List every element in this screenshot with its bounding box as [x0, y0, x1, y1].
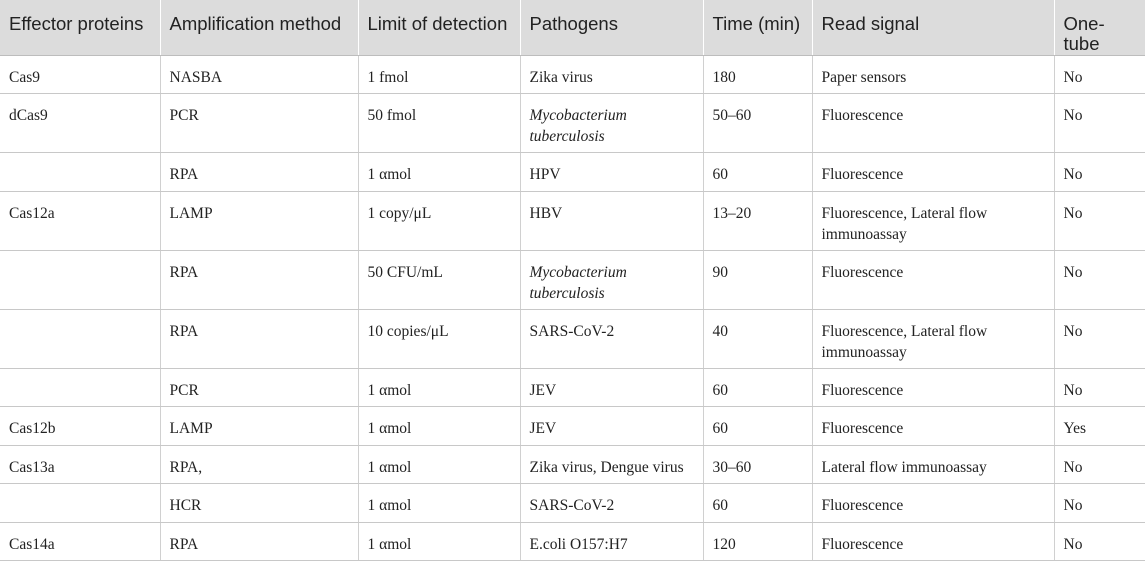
cell-method: RPA,: [160, 445, 358, 484]
header-one-tube: One-tube: [1054, 0, 1145, 55]
cell-one-tube: No: [1054, 250, 1145, 309]
cell-pathogen: E.coli O157:H7: [520, 522, 703, 561]
cell-method: RPA: [160, 250, 358, 309]
table-row: [0, 250, 1145, 309]
cell-pathogen: SARS-CoV-2: [520, 309, 703, 368]
cell-effector: dCas9: [0, 94, 160, 153]
cell-method: LAMP: [160, 191, 358, 250]
cell-effector: Cas9: [0, 55, 160, 94]
cell-signal: Fluorescence: [812, 522, 1054, 561]
cell-pathogen: Zika virus: [520, 55, 703, 94]
header-read-signal: Read signal: [812, 0, 1054, 55]
cell-method: RPA: [160, 309, 358, 368]
cell-effector: Cas12a: [0, 191, 160, 250]
cell-effector: [0, 153, 160, 192]
table-row: [0, 153, 1145, 192]
cell-time: 180: [703, 55, 812, 94]
cell-signal: Fluorescence, Lateral flow immunoassay: [812, 191, 1054, 250]
header-pathogens: Pathogens: [520, 0, 703, 55]
cell-one-tube: No: [1054, 94, 1145, 153]
cell-lod: 1 αmol: [358, 484, 520, 523]
cell-signal: Fluorescence: [812, 250, 1054, 309]
table-row: [0, 309, 1145, 368]
cell-lod: 50 fmol: [358, 94, 520, 153]
cell-lod: 1 αmol: [358, 522, 520, 561]
header-time: Time (min): [703, 0, 812, 55]
cell-time: 60: [703, 484, 812, 523]
cell-time: 120: [703, 522, 812, 561]
cell-effector: Cas14a: [0, 522, 160, 561]
header-row: [0, 0, 1145, 55]
cell-pathogen: JEV: [520, 368, 703, 407]
cell-method: RPA: [160, 153, 358, 192]
cell-one-tube: No: [1054, 368, 1145, 407]
cell-one-tube: No: [1054, 522, 1145, 561]
cell-signal: Paper sensors: [812, 55, 1054, 94]
cell-signal: Fluorescence: [812, 484, 1054, 523]
cell-pathogen: HPV: [520, 153, 703, 192]
cell-method: NASBA: [160, 55, 358, 94]
cell-signal: Fluorescence: [812, 407, 1054, 446]
cell-pathogen: JEV: [520, 407, 703, 446]
cell-pathogen: SARS-CoV-2: [520, 484, 703, 523]
header-effector-proteins: Effector proteins: [0, 0, 160, 55]
cell-pathogen: Zika virus, Dengue virus: [520, 445, 703, 484]
cell-signal: Fluorescence: [812, 94, 1054, 153]
cell-lod: 1 αmol: [358, 153, 520, 192]
cell-effector: [0, 484, 160, 523]
cell-time: 50–60: [703, 94, 812, 153]
cell-time: 40: [703, 309, 812, 368]
cell-signal: Fluorescence: [812, 153, 1054, 192]
cell-lod: 10 copies/μL: [358, 309, 520, 368]
cell-time: 30–60: [703, 445, 812, 484]
cell-time: 60: [703, 407, 812, 446]
cell-method: RPA: [160, 522, 358, 561]
cell-pathogen: Mycobacterium tuberculosis: [520, 94, 703, 153]
cell-effector: Cas12b: [0, 407, 160, 446]
table-row: [0, 191, 1145, 250]
cell-lod: 50 CFU/mL: [358, 250, 520, 309]
cell-effector: [0, 250, 160, 309]
cell-method: HCR: [160, 484, 358, 523]
cell-lod: 1 αmol: [358, 445, 520, 484]
table-body: [0, 55, 1145, 561]
cell-one-tube: No: [1054, 484, 1145, 523]
table-row: [0, 55, 1145, 94]
cell-method: PCR: [160, 94, 358, 153]
cell-time: 60: [703, 153, 812, 192]
header-limit-of-detection: Limit of detection: [358, 0, 520, 55]
table-row: [0, 522, 1145, 561]
cell-lod: 1 fmol: [358, 55, 520, 94]
cell-one-tube: No: [1054, 445, 1145, 484]
header-amplification-method: Amplification method: [160, 0, 358, 55]
cell-signal: Fluorescence: [812, 368, 1054, 407]
cell-signal: Fluorescence, Lateral flow immunoassay: [812, 309, 1054, 368]
table-row: [0, 484, 1145, 523]
cell-lod: 1 αmol: [358, 368, 520, 407]
cell-time: 90: [703, 250, 812, 309]
cell-method: LAMP: [160, 407, 358, 446]
table-header: [0, 0, 1145, 55]
cell-time: 13–20: [703, 191, 812, 250]
table-row: [0, 94, 1145, 153]
cell-pathogen: HBV: [520, 191, 703, 250]
cell-one-tube: Yes: [1054, 407, 1145, 446]
cell-lod: 1 copy/μL: [358, 191, 520, 250]
cell-time: 60: [703, 368, 812, 407]
cell-effector: Cas13a: [0, 445, 160, 484]
cell-one-tube: No: [1054, 309, 1145, 368]
cell-method: PCR: [160, 368, 358, 407]
cell-one-tube: No: [1054, 153, 1145, 192]
cell-effector: [0, 368, 160, 407]
cell-signal: Lateral flow immunoassay: [812, 445, 1054, 484]
cell-lod: 1 αmol: [358, 407, 520, 446]
cell-pathogen: Mycobacterium tuberculosis: [520, 250, 703, 309]
cell-effector: [0, 309, 160, 368]
cell-one-tube: No: [1054, 55, 1145, 94]
table-row: [0, 445, 1145, 484]
cell-one-tube: No: [1054, 191, 1145, 250]
table-row: [0, 407, 1145, 446]
table-row: [0, 368, 1145, 407]
